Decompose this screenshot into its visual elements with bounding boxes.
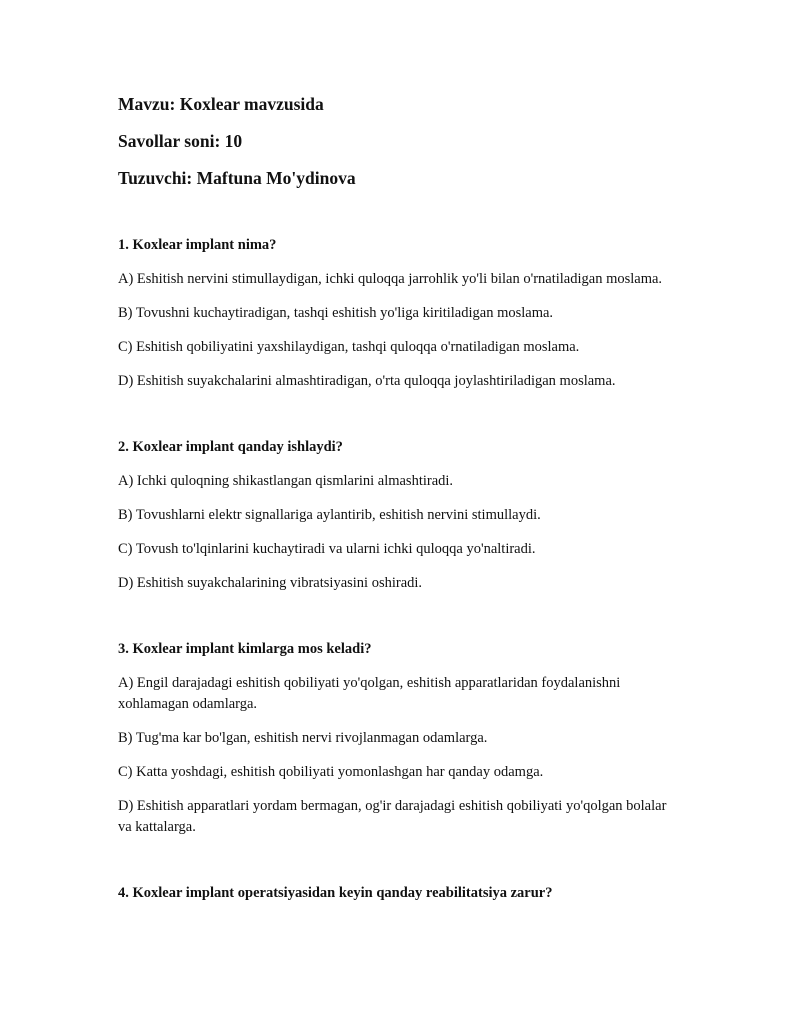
question-title: 3. Koxlear implant kimlarga mos keladi?	[118, 641, 372, 657]
answer-option-d: D) Eshitish suyakchalarining vibratsiyasini oshiradi.	[118, 575, 423, 591]
question-2	[118, 438, 678, 594]
answer-option-c: C) Tovush to'lqinlarini kuchaytiradi va ularni ichki quloqqa yo'naltiradi.	[118, 541, 536, 557]
question-title: 2. Koxlear implant qanday ishlaydi?	[118, 439, 343, 455]
answer-option-b: B) Tovushlarni elektr signallariga aylantirib, eshitish nervini stimullaydi.	[118, 507, 541, 523]
question-count-heading: Savollar soni: 10	[118, 131, 243, 151]
answer-option-b: B) Tovushni kuchaytiradigan, tashqi eshitish yo'liga kiritiladigan moslama.	[118, 305, 554, 321]
answer-option-c: C) Eshitish qobiliyatini yaxshilaydigan, tashqi quloqqa o'rnatiladigan moslama.	[118, 339, 580, 355]
question-1	[118, 236, 678, 392]
topic-heading: Mavzu: Koxlear mavzusida	[118, 94, 324, 114]
question-title: 4. Koxlear implant operatsiyasidan keyin qanday reabilitatsiya zarur?	[118, 885, 553, 901]
author-heading: Tuzuvchi: Maftuna Mo'ydinova	[118, 168, 356, 188]
question-title: 1. Koxlear implant nima?	[118, 237, 277, 253]
answer-option-d: D) Eshitish suyakchalarini almashtiradigan, o'rta quloqqa joylashtiriladigan moslama.	[118, 373, 616, 389]
answer-option-c: C) Katta yoshdagi, eshitish qobiliyati yomonlashgan har qanday odamga.	[118, 764, 544, 780]
answer-option-a: A) Engil darajadagi eshitish qobiliyati yo'qolgan, eshitish apparatlaridan foydalanishni xohlamagan odamlarga.	[118, 675, 621, 712]
answer-option-d: D) Eshitish apparatlari yordam bermagan, og'ir darajadagi eshitish qobiliyati yo'qolgan bolalar va kattalarga.	[118, 798, 667, 835]
answer-option-a: A) Eshitish nervini stimullaydigan, ichki quloqqa jarrohlik yo'li bilan o'rnatiladigan moslama.	[118, 271, 663, 287]
answer-option-a: A) Ichki quloqning shikastlangan qismlarini almashtiradi.	[118, 473, 454, 489]
document-page	[118, 93, 678, 917]
answer-option-b: B) Tug'ma kar bo'lgan, eshitish nervi rivojlanmagan odamlarga.	[118, 730, 488, 746]
question-4	[118, 884, 678, 902]
question-3	[118, 640, 678, 838]
